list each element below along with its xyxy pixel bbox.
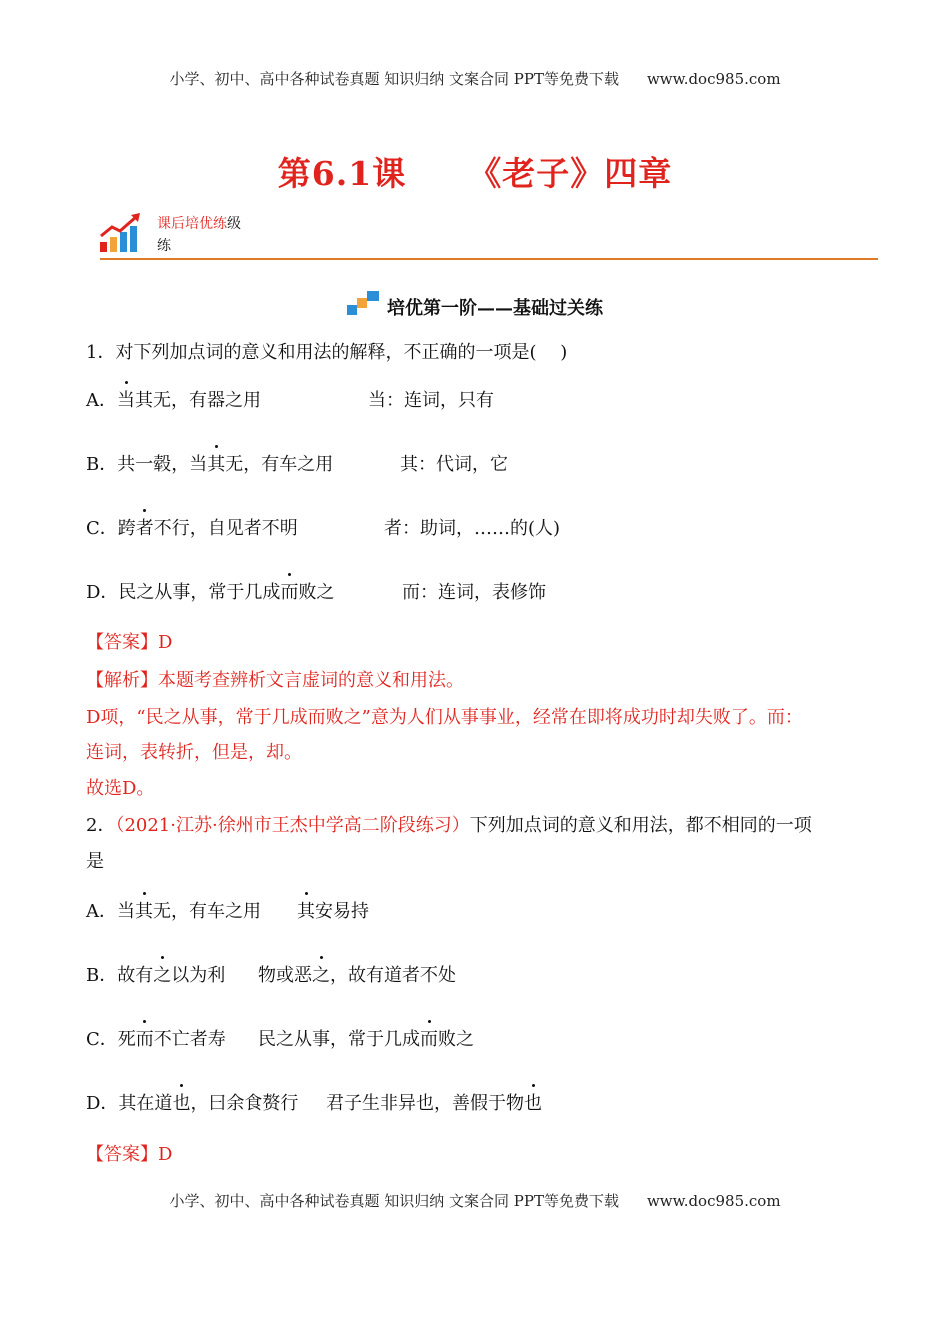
- header-site[interactable]: www.doc985.com: [646, 70, 781, 88]
- q2-option-d-second: 君子生非异也，善假于物也: [326, 1089, 542, 1115]
- q1-option-b[interactable]: B．共一毂，当其无，有车之用: [86, 450, 333, 476]
- section-title: 培优第一阶——基础过关练: [0, 290, 950, 320]
- q1-analysis-line3: 故选D。: [86, 778, 155, 799]
- lesson-name: 《老子》四章: [468, 154, 673, 193]
- footer-site[interactable]: www.doc985.com: [646, 1192, 781, 1210]
- q1-gloss-a: 当：连词，只有: [368, 390, 494, 411]
- q1-option-a[interactable]: A．当其无，有器之用: [86, 386, 261, 412]
- practice-badge: 课后培优练级 练: [157, 216, 241, 254]
- q1-option-c[interactable]: C．跨者不行，自见者不明: [86, 514, 298, 540]
- header-text: 小学、初中、高中各种试卷真题 知识归纳 文案合同 PPT等免费下载: [169, 70, 619, 88]
- q2-option-a[interactable]: A．当其无，有车之用: [86, 897, 261, 923]
- growth-chart-icon: [98, 212, 144, 254]
- q1-answer: 【答案】D: [86, 632, 173, 653]
- q1-option-d[interactable]: D．民之从事，常于几成而败之: [86, 578, 334, 604]
- q2-option-c-second: 民之从事，常于几成而败之: [258, 1025, 474, 1051]
- footer-text: 小学、初中、高中各种试卷真题 知识归纳 文案合同 PPT等免费下载: [169, 1192, 619, 1210]
- q1-gloss-d: 而：连词，表修饰: [402, 582, 546, 603]
- header-divider: [100, 258, 878, 260]
- q2-option-a-second: 其安易持: [297, 897, 369, 923]
- q2-option-b[interactable]: B．故有之以为利: [86, 961, 225, 987]
- question-1-stem: 1．对下列加点词的意义和用法的解释，不正确的一项是( ): [86, 342, 568, 363]
- page-footer: [0, 1190, 950, 1211]
- q1-analysis-line1: D项，“民之从事，常于几成而败之”意为人们从事事业，经常在即将成功时却失败了。而：: [86, 707, 803, 728]
- q2-option-b-second: 物或恶之，故有道者不处: [258, 961, 456, 987]
- q1-analysis-line2: 连词，表转折，但是，却。: [86, 742, 302, 763]
- steps-icon: [347, 290, 381, 316]
- q2-answer: 【答案】D: [86, 1144, 173, 1165]
- lesson-title: [0, 148, 950, 195]
- question-2-stem-line2: 是: [86, 851, 104, 872]
- q2-option-d[interactable]: D．其在道也，曰余食赘行: [86, 1089, 298, 1115]
- lesson-number: 第6.1课: [277, 154, 407, 193]
- q2-option-c[interactable]: C．死而不亡者寿: [86, 1025, 226, 1051]
- q1-gloss-b: 其：代词，它: [400, 454, 508, 475]
- q1-analysis: 【解析】本题考查辨析文言虚词的意义和用法。: [86, 670, 464, 691]
- q1-gloss-c: 者：助词，……的(人): [384, 518, 561, 539]
- question-2-stem: 2．（2021·江苏·徐州市王杰中学高二阶段练习）下列加点词的意义和用法，都不相同的一项: [86, 815, 812, 836]
- page-header: [0, 68, 950, 89]
